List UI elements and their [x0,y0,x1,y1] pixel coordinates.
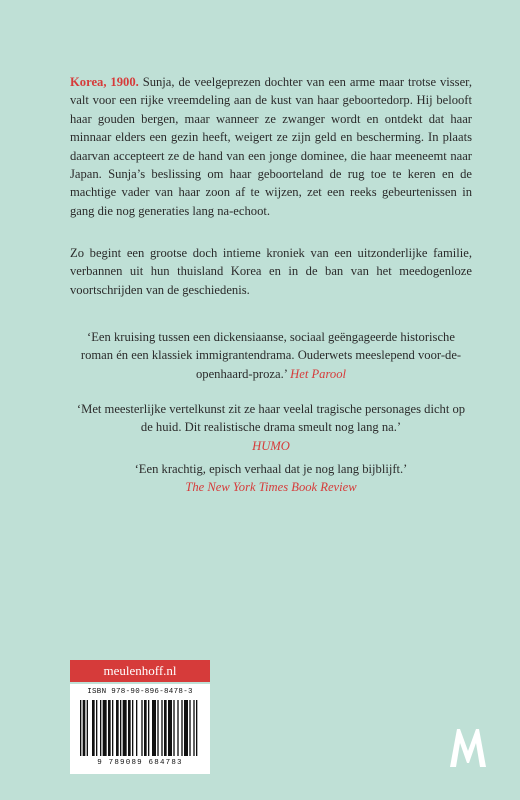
quote-source: HUMO [252,438,290,453]
blurb-paragraph-1 [70,73,472,220]
quote-source: Het Parool [290,366,347,381]
blurb-body: Sunja, de veelgeprezen dochter van een arme maar trotse visser, valt voor een rijke vreemdeling aan de kust van haar geboortedorp. Hij belooft haar gouden bergen, maar wanneer ze zwanger wordt en ontdekt dat haar minnaar elders een gezin heeft, weigert ze zijn geld en bescherming. In plaats daarvan accepteert ze de hand van een jonge dominee, die haar meeneemt naar Japan. Sunja’s beslissing om haar geboorteland de rug toe te keren en de machtige vader van haar zoon af te wijzen, zet een reeks gebeurtenissen in gang die nog generaties lang na-echoot. [70,75,472,218]
publisher-logo-icon [448,725,488,769]
barcode-panel [70,684,210,774]
review-quote-3 [70,460,472,497]
review-quote-2 [70,400,472,455]
review-quote-1 [70,328,472,383]
barcode-icon [80,700,200,756]
publisher-website: meulenhoff.nl [70,660,210,682]
blurb-paragraph-2: Zo begint een grootse doch intieme kroniek van een uitzonderlijke familie, verbannen uit hun thuisland Korea en in de ban van het meedogenloze voortschrijden van de geschiedenis. [70,246,472,297]
quote-text: ‘Een kruising tussen een dickensiaanse, sociaal geëngageerde historische roman én een klassiek immigrantendrama. Ouderwets meeslepend voor-de-openhaard-proza.’ [80,330,462,381]
blurb-lead: Korea, 1900. [70,75,139,89]
isbn-number: ISBN 978-90-896-8478-3 [87,688,193,696]
quote-text: ‘Een krachtig, episch verhaal dat je nog lang bijblijft.’ [134,462,408,476]
quote-text: ‘Met meesterlijke vertelkunst zit ze haar veelal tragische personages dicht op de huid. Dit realistische drama smeult nog lang na.’ [76,402,466,435]
barcode-digits: 9 789089 684783 [97,759,183,767]
quote-source: The New York Times Book Review [185,480,357,495]
